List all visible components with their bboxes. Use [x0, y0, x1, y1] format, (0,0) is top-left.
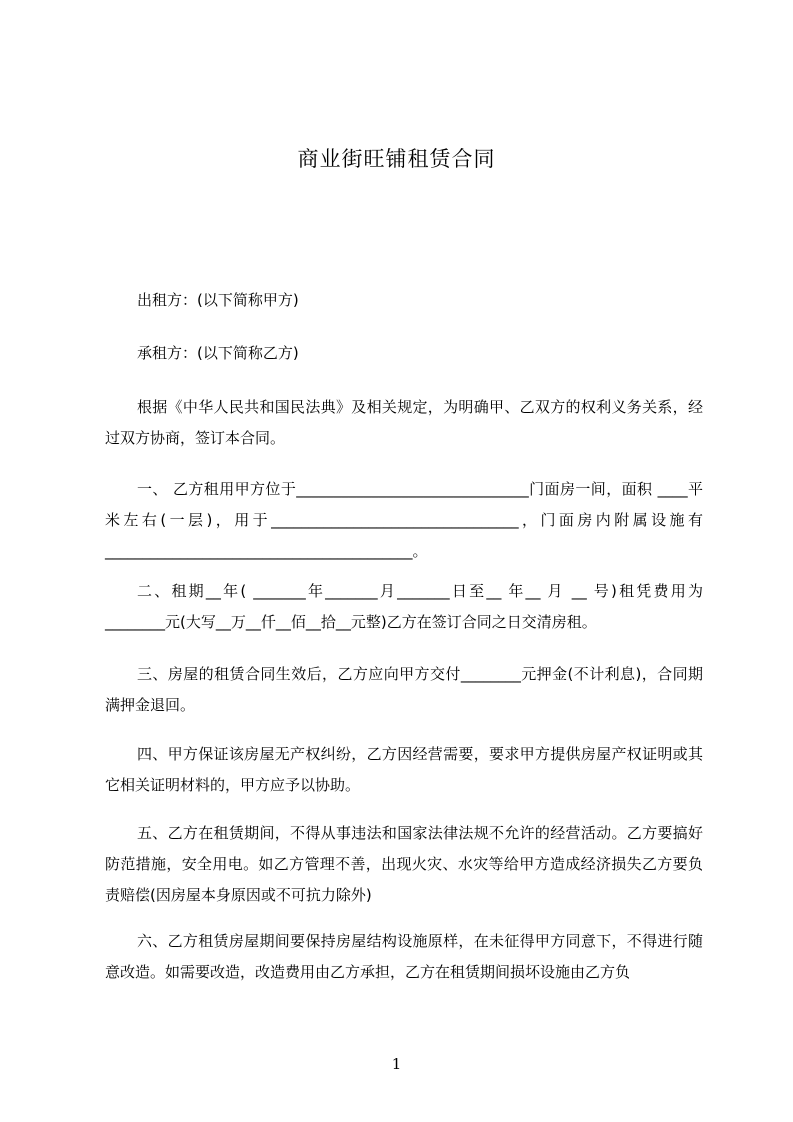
clause-3: 三、房屋的租赁合同生效后，乙方应向甲方交付________元押金(不计利息)，合同期满押金退回。 [105, 665, 703, 714]
preamble-paragraph: 根据《中华人民共和国民法典》及相关规定，为明确甲、乙双方的权利义务关系，经过双方协商，签订本合同。 [105, 398, 703, 447]
clause-6: 六、乙方租赁房屋期间要保持房屋结构设施原样，在未征得甲方同意下，不得进行随意改造。如需要改造，改造费用由乙方承担，乙方在租赁期间损坏设施由乙方负 [105, 932, 703, 981]
clause-2: 二、租期__年( _______年_______月_______日至__ 年__ 月 __ 号)租凭费用为________元(大写__万__仟__佰__拾__元整)乙方在签订合同之日交清房租。 [105, 582, 703, 631]
lessor-line: 出租方：(以下简称甲方) [137, 291, 299, 309]
lessee-line: 承租方：(以下简称乙方) [137, 344, 299, 362]
page-number: 1 [391, 1055, 402, 1073]
clause-5: 五、乙方在租赁期间，不得从事违法和国家法律法规不允许的经营活动。乙方要搞好防范措施，安全用电。如乙方管理不善，出现火灾、水灾等给甲方造成经济损失乙方要负责赔偿(因房屋本身原因或不可抗力除外) [105, 824, 703, 904]
clause-1: 一、 乙方租用甲方位于_______________________________门面房一间，面积 ____平米左右(一层)，用于_________________________________，门面房内附属设施有_________________________________________。 [105, 480, 703, 560]
clause-4: 四、甲方保证该房屋无产权纠纷，乙方因经营需要，要求甲方提供房屋产权证明或其它相关证明材料的，甲方应予以协助。 [105, 745, 703, 794]
document-title: 商业街旺铺租赁合同 [297, 147, 496, 171]
